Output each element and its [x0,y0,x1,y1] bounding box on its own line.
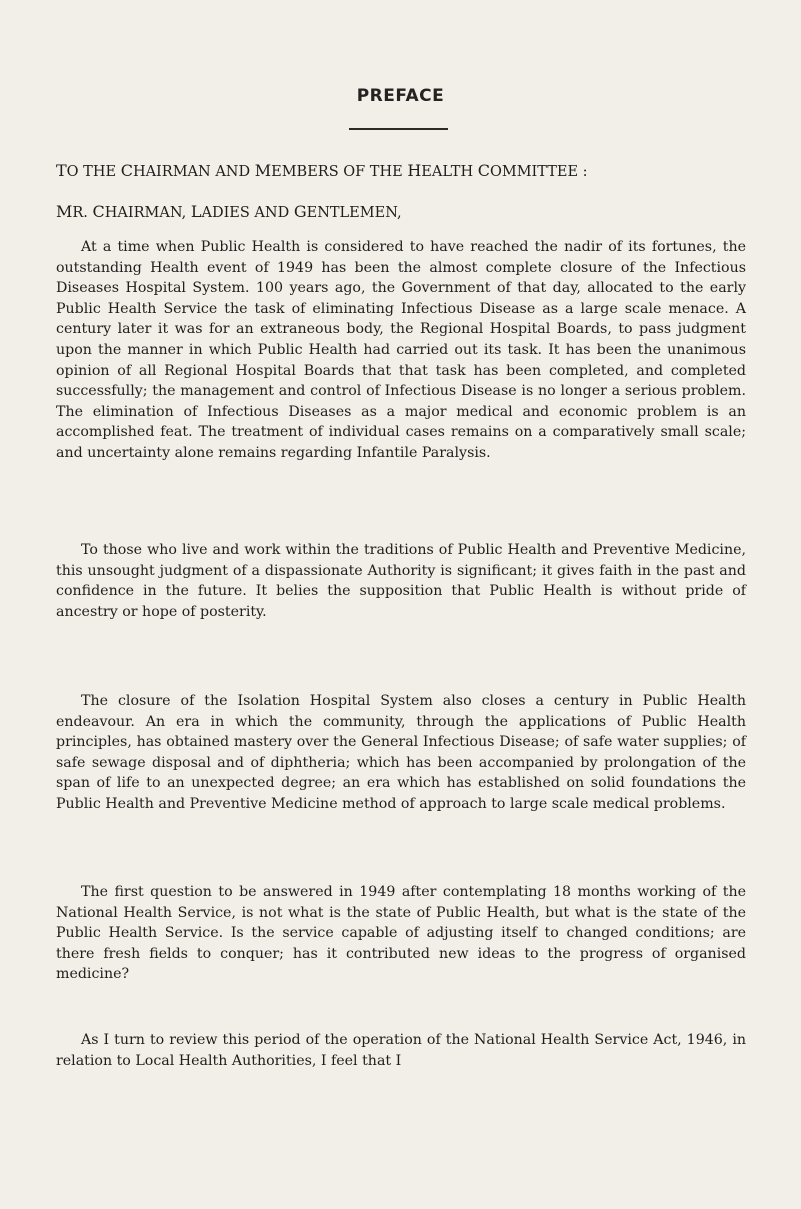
title-divider [349,128,448,130]
paragraph-infectious-closure: At a time when Public Health is considered to have reached the nadir of its fortunes, the outstanding Health event of 1949 has been the almost complete closure of the Infectious Diseases Hospital System. 100 years ago, the Government of that day, allocated to the early Public Health Service the task of eliminating Infectious Disease as a large scale menace. A century later it was for an extraneous body, the Regional Hospital Boards, to pass judgment upon the manner in which Public Health had carried out its task. It has been the unanimous opinion of all Regional Hospital Boards that that task has been completed, and completed successfully; the management and control of Infectious Disease is no longer a serious problem. The elimination of Infectious Diseases as a major medical and economic problem is an accomplished feat. The treatment of individual cases remains on a comparatively small scale; and uncertainty alone remains regarding Infantile Paralysis. [56,239,746,461]
salutation-audience: MR. CHAIRMAN, LADIES AND GENTLEMEN, [56,202,402,221]
salutation-committee: TO THE CHAIRMAN AND MEMBERS OF THE HEALTH COMMITTEE : [56,161,588,180]
paragraph-century-endeavour: The closure of the Isolation Hospital System also closes a century in Public Health endeavour. An era in which the community, through the applications of Public Health principles, has obtained mastery over the General Infectious Disease; of safe water supplies; of safe sewage disposal and of diphtheria; which has been accompanied by prolongation of the span of life to an unexpected degree; an era which has established on solid foundations the Public Health and Preventive Medicine method of approach to large scale medical problems. [56,693,746,812]
paragraph-preventive-medicine: To those who live and work within the traditions of Public Health and Preventive Medicine, this unsought judgment of a dispassionate Authority is significant; it gives faith in the past and confidence in the future. It belies the supposition that Public Health is without pride of ancestry or hope of posterity. [56,542,746,620]
paragraph-review-period: As I turn to review this period of the operation of the National Health Service Act, 1946, in relation to Local Health Authorities, I feel that I [56,1032,746,1069]
paragraph-first-question: The first question to be answered in 1949 after contemplating 18 months working of the National Health Service, is not what is the state of Public Health, but what is the state of the Public Health Service. Is the service capable of adjusting itself to changed conditions; are there fresh fields to conquer; has it contributed new ideas to the progress of organised medicine? [56,884,746,983]
page-title: PREFACE [356,86,445,106]
